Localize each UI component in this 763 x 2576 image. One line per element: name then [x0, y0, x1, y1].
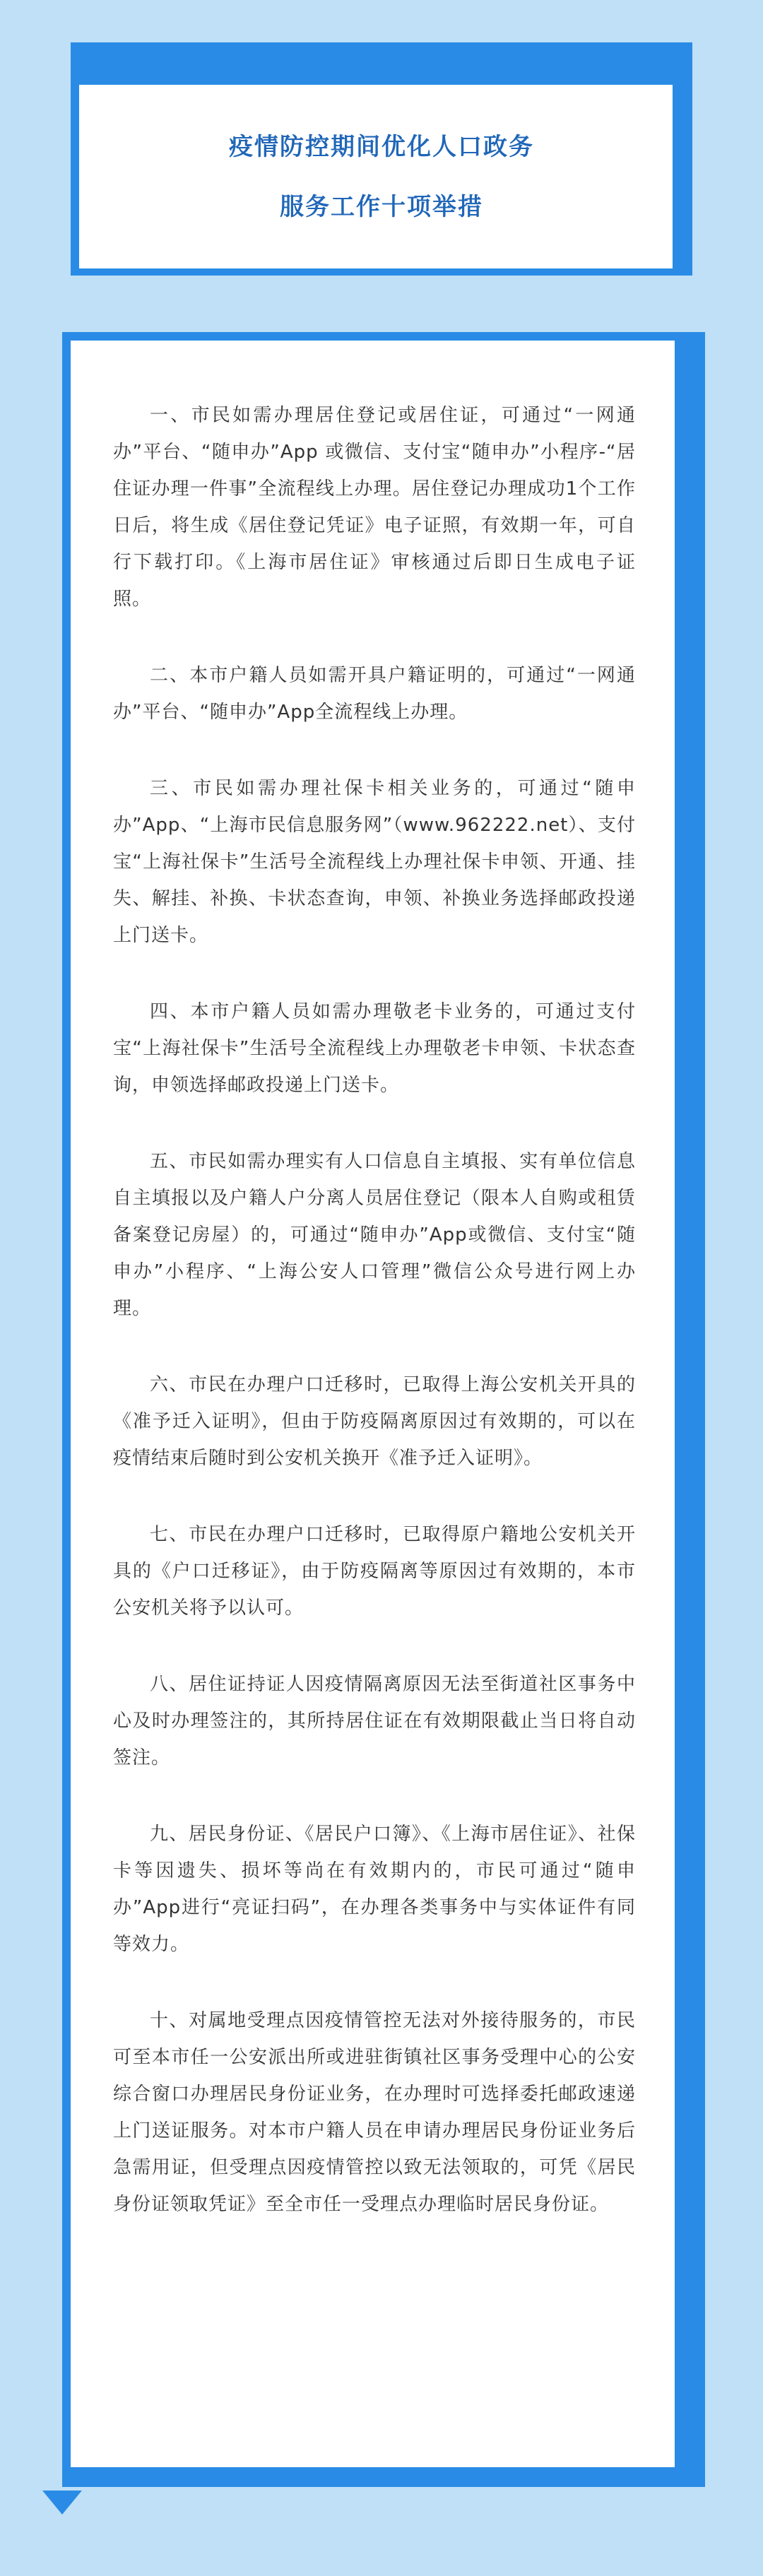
- measure-item-2: 二、本市户籍人员如需开具户籍证明的，可通过“一网通办”平台、“随申办”App全流程线上办理。: [113, 665, 636, 723]
- measure-item-7: 七、市民在办理户口迁移时，已取得原户籍地公安机关开具的《户口迁移证》，由于防疫隔离等原因过有效期的，本市公安机关将予以认可。: [113, 1524, 636, 1619]
- measure-item-9: 九、居民身份证、《居民户口簿》、《上海市居住证》、社保卡等因遗失、损坏等尚在有效期内的，市民可通过“随申办”App进行“亮证扫码”，在办理各类事务中与实体证件有同等效力。: [113, 1824, 636, 1955]
- measure-item-8: 八、居住证持证人因疫情隔离原因无法至街道社区事务中心及时办理签注的，其所持居住证在有效期限截止当日将自动签注。: [113, 1674, 636, 1768]
- measure-item-1: 一、市民如需办理居住登记或居住证，可通过“一网通办”平台、“随申办”App 或微信、支付宝“随申办”小程序-“居住证办理一件事”全流程线上办理。居住登记办理成功1个工作日后，将生成《居住登记凭证》电子证照，有效期一年，可自行下载打印。《上海市居住证》审核通过后即日生成电子证照。: [113, 405, 636, 610]
- measure-item-10: 十、对属地受理点因疫情管控无法对外接待服务的，市民可至本市任一公安派出所或进驻街镇社区事务受理中心的公安综合窗口办理居民身份证业务，在办理时可选择委托邮政速递上门送证服务。对本市户籍人员在申请办理居民身份证业务后急需用证，但受理点因疫情管控以致无法领取的，可凭《居民身份证领取凭证》至全市任一受理点办理临时居民身份证。: [113, 2010, 636, 2215]
- title-card: [79, 85, 673, 268]
- speech-bubble-tail: [42, 2491, 82, 2515]
- page-title-line-2: 服务工作十项举措: [280, 193, 483, 221]
- content-panel: [62, 332, 705, 2487]
- measure-item-4: 四、本市户籍人员如需办理敬老卡业务的，可通过支付宝“上海社保卡”生活号全流程线上办理敬老卡申领、卡状态查询，申领选择邮政投递上门送卡。: [113, 1001, 636, 1096]
- content-card: [71, 341, 675, 2467]
- measure-item-6: 六、市民在办理户口迁移时，已取得上海公安机关开具的《准予迁入证明》，但由于防疫隔离原因过有效期的，可以在疫情结束后随时到公安机关换开《准予迁入证明》。: [113, 1374, 636, 1469]
- measures-list: [113, 397, 636, 2262]
- title-banner: [71, 42, 692, 276]
- measure-item-3: 三、市民如需办理社保卡相关业务的，可通过“随申办”App、“上海市民信息服务网”（www.962222.net）、支付宝“上海社保卡”生活号全流程线上办理社保卡申领、开通、挂失、解挂、补换、卡状态查询，申领、补换业务选择邮政投递上门送卡。: [113, 778, 636, 946]
- page-title-line-1: 疫情防控期间优化人口政务: [229, 133, 534, 161]
- measure-item-5: 五、市民如需办理实有人口信息自主填报、实有单位信息自主填报以及户籍人户分离人员居住登记（限本人自购或租赁备案登记房屋）的，可通过“随申办”App或微信、支付宝“随申办”小程序、“上海公安人口管理”微信公众号进行网上办理。: [113, 1151, 636, 1319]
